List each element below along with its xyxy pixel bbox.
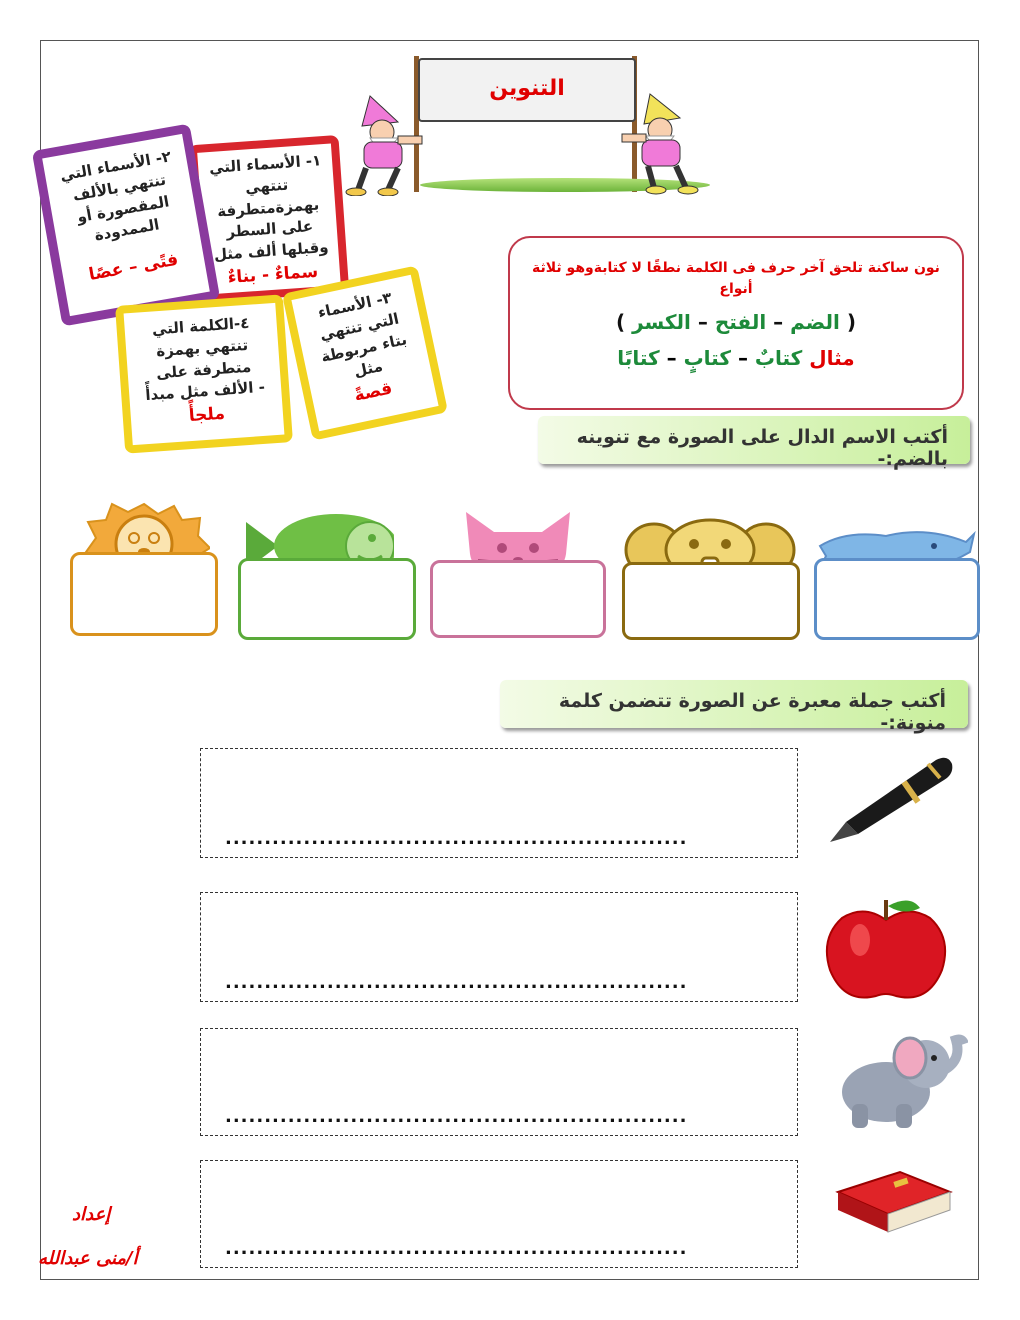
credit-label: إعداد — [72, 1204, 111, 1225]
rule-card-1-example: سماءٌ - بناءٌ — [227, 261, 319, 288]
answer-box-lion[interactable] — [70, 552, 218, 636]
type-kasr: الكسر — [632, 310, 691, 334]
examples-separator-2: – — [666, 346, 677, 370]
pen-icon — [818, 752, 958, 852]
writing-line-4: ........................................................... — [225, 1238, 688, 1259]
title-banner — [418, 58, 636, 122]
examples-separator-1: – — [737, 346, 748, 370]
type-fath: الفتح — [714, 310, 767, 334]
task2-instruction: أكتب جملة معبرة عن الصورة تتضمن كلمة منونة:- — [500, 680, 968, 728]
example-fath: كتابًا — [617, 346, 660, 370]
rule-card-3-text: ٣- الأسماء التي تنتهي بتاء مربوطة مثل — [316, 288, 409, 381]
rule-card-2-example: فتًى – عصًا — [87, 249, 180, 286]
book-icon — [834, 1152, 954, 1236]
writing-box-2[interactable] — [200, 892, 798, 1002]
types-open-paren: ( — [846, 310, 856, 334]
task1-instruction: أكتب الاسم الدال على الصورة مع تنوينه بالضم:- — [538, 416, 970, 464]
example-label: مثال — [809, 346, 855, 370]
writing-box-1[interactable] — [200, 748, 798, 858]
rule-card-4-example: ملجأً — [188, 403, 226, 427]
gnome-right-icon — [620, 90, 702, 196]
credit-author: أ/منى عبدالله — [38, 1248, 138, 1269]
answer-box-elephant[interactable] — [622, 562, 800, 640]
rule-card-2-text: ٢- الأسماء التي تنتهي بالألف المقصورة أو الممدودة — [58, 147, 173, 245]
types-separator-1: – — [773, 310, 784, 334]
page-title: التنوين — [489, 76, 565, 101]
definition-box — [508, 236, 964, 410]
answer-box-cat[interactable] — [430, 560, 606, 638]
type-damm: الضم — [790, 310, 840, 334]
gnome-left-icon — [342, 92, 424, 196]
rule-card-4 — [115, 294, 293, 453]
answer-box-fish[interactable] — [238, 558, 416, 640]
answer-box-dolphin[interactable] — [814, 558, 980, 640]
example-damm: كتابٌ — [754, 346, 803, 370]
types-separator-2: – — [697, 310, 708, 334]
elephant-icon — [826, 1030, 968, 1130]
rule-card-1-text: ١- الأسماء التي تنتهي بهمزةمتطرفة على السطر وقبلها ألف مثل — [208, 151, 330, 264]
writing-box-3[interactable] — [200, 1028, 798, 1136]
apple-icon — [820, 894, 954, 1006]
tanween-examples — [510, 346, 962, 370]
rule-card-4-text: ٤-الكلمة التي تنتهي بهمزة متطرفة على الألف مثل مبدأً - — [144, 313, 266, 405]
definition-text: نون ساكنة تلحق آخر حرف فى الكلمة نطقًا لا كتابةوهو ثلاثة أنواع — [532, 260, 940, 297]
writing-line-1: ........................................................... — [225, 828, 688, 849]
rule-card-3-example: قصةً — [352, 378, 395, 406]
writing-line-3: ........................................................... — [225, 1106, 688, 1127]
types-close-paren: ) — [616, 310, 626, 334]
writing-line-2: ........................................................... — [225, 972, 688, 993]
example-kasr: كتابٍ — [683, 346, 731, 370]
rule-card-2 — [32, 123, 220, 326]
writing-box-4[interactable] — [200, 1160, 798, 1268]
tanween-types — [510, 310, 962, 334]
